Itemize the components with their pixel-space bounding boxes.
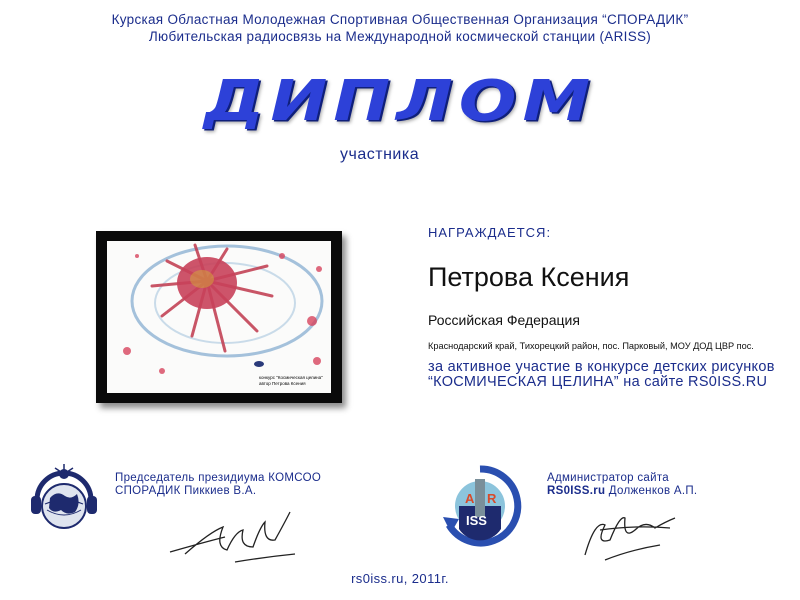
chair-title: Председатель президиума КОМСОО — [115, 472, 322, 484]
chair-signature — [165, 492, 305, 572]
drawing-caption-line1: конкурс "Космическая целина" — [259, 375, 323, 380]
space-drawing-image — [107, 241, 331, 393]
awarded-label: НАГРАЖДАЕТСЯ: — [428, 225, 552, 240]
award-reason: за активное участие в конкурсе детских рисунков “КОСМИЧЕСКАЯ ЦЕЛИНА” на сайте RS0ISS.RU — [428, 359, 775, 390]
ariss-letter-r: R — [487, 491, 497, 506]
admin-signature — [575, 500, 685, 565]
child-drawing — [107, 241, 331, 393]
globe-headphones-logo-icon — [25, 460, 103, 538]
program-name: Любительская радиосвязь на Международной космической станции (ARISS) — [148, 29, 652, 44]
recipient-country: Российская Федерация — [428, 312, 580, 328]
recipient-name: Петрова Ксения — [428, 262, 630, 292]
drawing-caption-line2: автор Петрова Ксения — [259, 381, 306, 386]
footer-site-year: rs0iss.ru, 2011г. — [351, 571, 449, 586]
chair-name: СПОРАДИК Пиккиев В.А. — [115, 485, 257, 497]
ariss-letters-iss: ISS — [466, 513, 487, 528]
recipient-address: Краснодарский край, Тихорецкий район, пос. Парковый, МОУ ДОД ЦВР пос. — [428, 341, 754, 351]
admin-signature-block — [547, 472, 697, 498]
diploma-subtitle: участника — [340, 146, 420, 163]
ariss-logo-icon — [437, 463, 523, 549]
admin-name: Долженков А.П. — [605, 485, 698, 497]
organization-name: Курская Областная Молодежная Спортивная Общественная Организация “СПОРАДИК” — [111, 12, 689, 27]
ariss-letter-a: A — [465, 491, 475, 506]
admin-title: Администратор сайта — [547, 472, 669, 484]
admin-site: RS0ISS.ru — [547, 485, 606, 497]
diploma-title: ДИПЛОМ — [203, 69, 597, 134]
